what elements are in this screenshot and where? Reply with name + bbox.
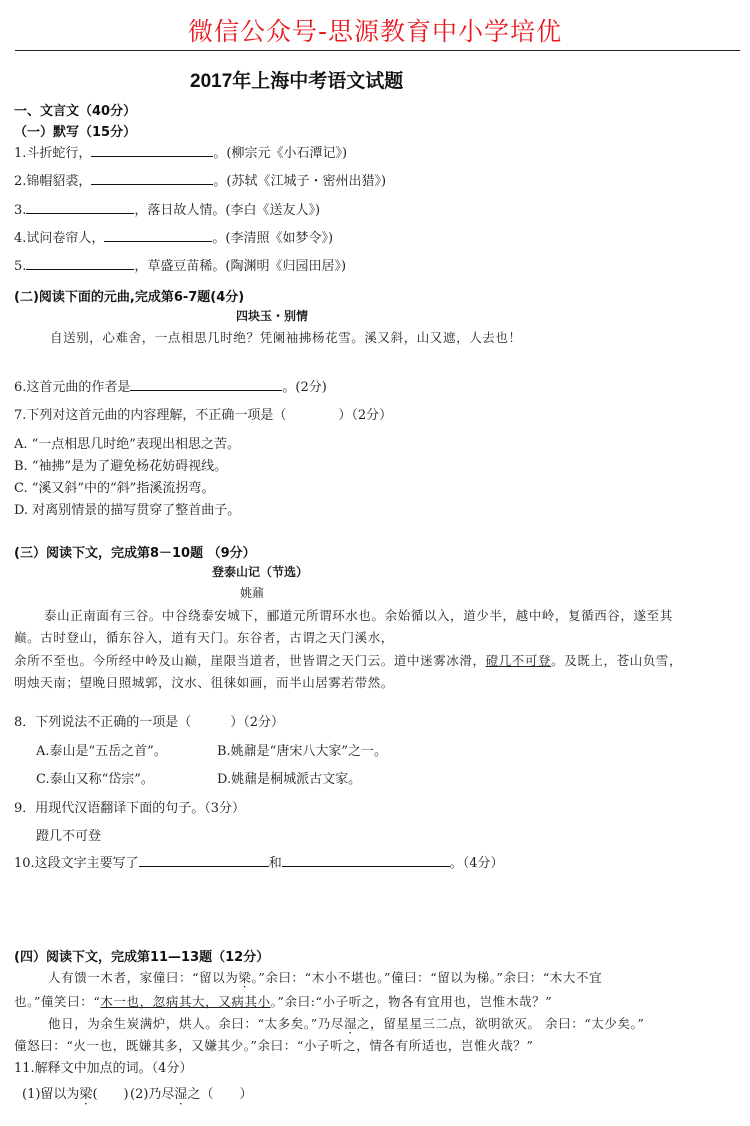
essay-line-3 — [14, 651, 682, 669]
answer-blank[interactable] — [26, 258, 134, 270]
question-8-option-a: A.泰山是“五岳之首”。 — [36, 744, 167, 759]
fable-text: 。”余曰：“木小不堪也。”僮曰：“留以为梯。”余曰：“木大不宜 — [251, 970, 603, 985]
dictation-item-3 — [14, 199, 320, 218]
question-11-part-1 — [22, 1083, 129, 1102]
dotted-word: 湿 — [174, 1087, 188, 1102]
underlined-phrase: 木一也，忽病其大，又病其小 — [100, 994, 271, 1009]
answer-parentheses: ( ) — [92, 1087, 129, 1102]
question-7-option-b: B. “袖拂”是为了避免杨花妨碍视线。 — [14, 459, 228, 474]
question-8-option-c: C.泰山又称“岱宗”。 — [36, 772, 154, 787]
answer-parentheses: 之（ ） — [187, 1087, 253, 1102]
question-connector: 和 — [268, 856, 282, 871]
item-prefix: 2.锦帽貂裘， — [14, 174, 92, 189]
question-6 — [14, 376, 327, 395]
section-heading-part1: 一、文言文（40分） — [14, 104, 137, 119]
fable-text: 也。”僮笑曰：“ — [14, 994, 101, 1009]
answer-blank[interactable] — [139, 855, 269, 867]
answer-blank[interactable] — [91, 145, 213, 157]
item-prefix: 1.斗折蛇行， — [14, 146, 92, 161]
essay-line-4: 明烛天南；望晚日照城郭，汶水、徂徕如画，而半山居雾若带然。 — [14, 675, 394, 690]
question-11-stem: 11.解释文中加点的词。（4分） — [14, 1061, 193, 1076]
item-suffix: ，草盛豆苗稀。(陶渊明《归园田居》) — [134, 259, 347, 274]
item-suffix: 。(苏轼《江城子・密州出猎》) — [213, 174, 387, 189]
fable-text: 他日，为余生炭满炉，烘人。余曰：“太多矣。”乃尽 — [48, 1016, 344, 1031]
item-suffix: ，落日故人情。(李白《送友人》) — [134, 203, 321, 218]
item-prefix: 5. — [14, 259, 27, 274]
question-score: 。(2分) — [282, 380, 327, 395]
question-10 — [14, 852, 503, 871]
question-11-part-2 — [130, 1083, 252, 1102]
answer-blank[interactable] — [26, 202, 134, 214]
essay-text: 。及既上，苍山负雪， — [551, 653, 683, 668]
poem-title: 四块玉・别情 — [236, 309, 309, 323]
fable-line-4: 僮怒曰：“火一也，既嫌其多，又嫌其少。”余曰：“小子听之，情各有所适也，岂惟火哉？” — [14, 1038, 534, 1053]
fable-text: 人有馈一木者，家僮曰：“留以为 — [48, 970, 239, 985]
page-title: 2017年上海中考语文试题 — [190, 71, 404, 92]
question-7-option-c: C. “溪又斜”中的“斜”指溪流拐弯。 — [14, 481, 215, 496]
question-8-option-d: D.姚鼐是桐城派古文家。 — [217, 772, 362, 787]
sub-question-text: (2)乃尽 — [130, 1087, 175, 1102]
essay-line-2: 巅。古时登山，循东谷入，道有天门。东谷者，古谓之天门溪水， — [14, 630, 394, 645]
question-7-option-d: D. 对离别情景的描写贯穿了整首曲子。 — [14, 503, 241, 518]
essay-text: 余所不至也。今所经中岭及山巅，崖限当道者，世皆谓之天门云。道中迷雾冰滑， — [14, 653, 486, 668]
question-score: 。（4分） — [449, 856, 504, 871]
answer-blank[interactable] — [91, 173, 213, 185]
question-stem: 6.这首元曲的作者是 — [14, 380, 131, 395]
section-heading-yuanqu: (二)阅读下面的元曲,完成第6-7题(4分) — [14, 290, 245, 305]
item-prefix: 4.试问卷帘人， — [14, 231, 105, 246]
dotted-word: 湿 — [343, 1016, 358, 1031]
item-suffix: 。(柳宗元《小石潭记》) — [213, 146, 348, 161]
underlined-phrase: 磴几不可登 — [485, 653, 552, 668]
question-7-option-a: A. “一点相思几时绝”表现出相思之苦。 — [14, 437, 240, 452]
essay-title: 登泰山记（节选） — [212, 565, 309, 579]
essay-line-1: 泰山正南面有三谷。中谷绕泰安城下，郦道元所谓环水也。余始循以入，道少半，越中岭，复循西谷，遂至其 — [44, 608, 673, 623]
question-9-stem: 9．用现代汉语翻译下面的句子。（3分） — [14, 801, 246, 816]
dotted-word: 梁 — [238, 970, 252, 985]
sub-question-text: (1)留以为 — [22, 1087, 80, 1102]
question-7-stem: 7.下列对这首元曲的内容理解，不正确一项是（ ）（2分） — [14, 408, 393, 423]
dictation-item-4 — [14, 227, 333, 246]
dictation-item-5 — [14, 255, 346, 274]
watermark-banner: 微信公众号-思源教育中小学培优 — [187, 17, 563, 46]
answer-blank[interactable] — [130, 379, 282, 391]
answer-blank[interactable] — [282, 855, 450, 867]
essay-author: 姚鼐 — [240, 586, 265, 600]
question-8-stem: 8．下列说法不正确的一项是（ ）（2分） — [14, 715, 285, 730]
dictation-item-1 — [14, 142, 347, 161]
dictation-item-2 — [14, 170, 386, 189]
header-divider — [15, 50, 740, 51]
question-9-sentence: 蹬几不可登 — [36, 829, 102, 844]
item-prefix: 3. — [14, 203, 27, 218]
fable-line-2 — [14, 992, 552, 1010]
poem-text: 自送别，心难舍，一点相思几时绝？凭阑袖拂杨花雪。溪又斜，山又遮，人去也！ — [50, 330, 522, 345]
question-stem: 10.这段文字主要写了 — [14, 856, 139, 871]
question-8-option-b: B.姚鼐是“唐宋八大家”之一。 — [217, 744, 387, 759]
fable-text: 。”余曰:“小子听之，物各有宜用也，岂惟木哉？” — [270, 994, 553, 1009]
fable-line-1 — [48, 968, 602, 986]
answer-blank[interactable] — [104, 230, 212, 242]
fable-text: 之，留星星三二点，欲明欲灭。 余曰：“太少矣。” — [357, 1016, 645, 1031]
item-suffix: 。(李清照《如梦令》) — [212, 231, 334, 246]
fable-line-3 — [48, 1014, 644, 1032]
section-heading-taishan: (三）阅读下文，完成第8－10题 （9分） — [14, 546, 256, 561]
section-heading-fable: (四）阅读下文，完成第11—13题（12分） — [14, 950, 270, 965]
section-heading-dictation: （一）默写（15分） — [14, 125, 137, 140]
dotted-word: 梁 — [79, 1087, 93, 1102]
